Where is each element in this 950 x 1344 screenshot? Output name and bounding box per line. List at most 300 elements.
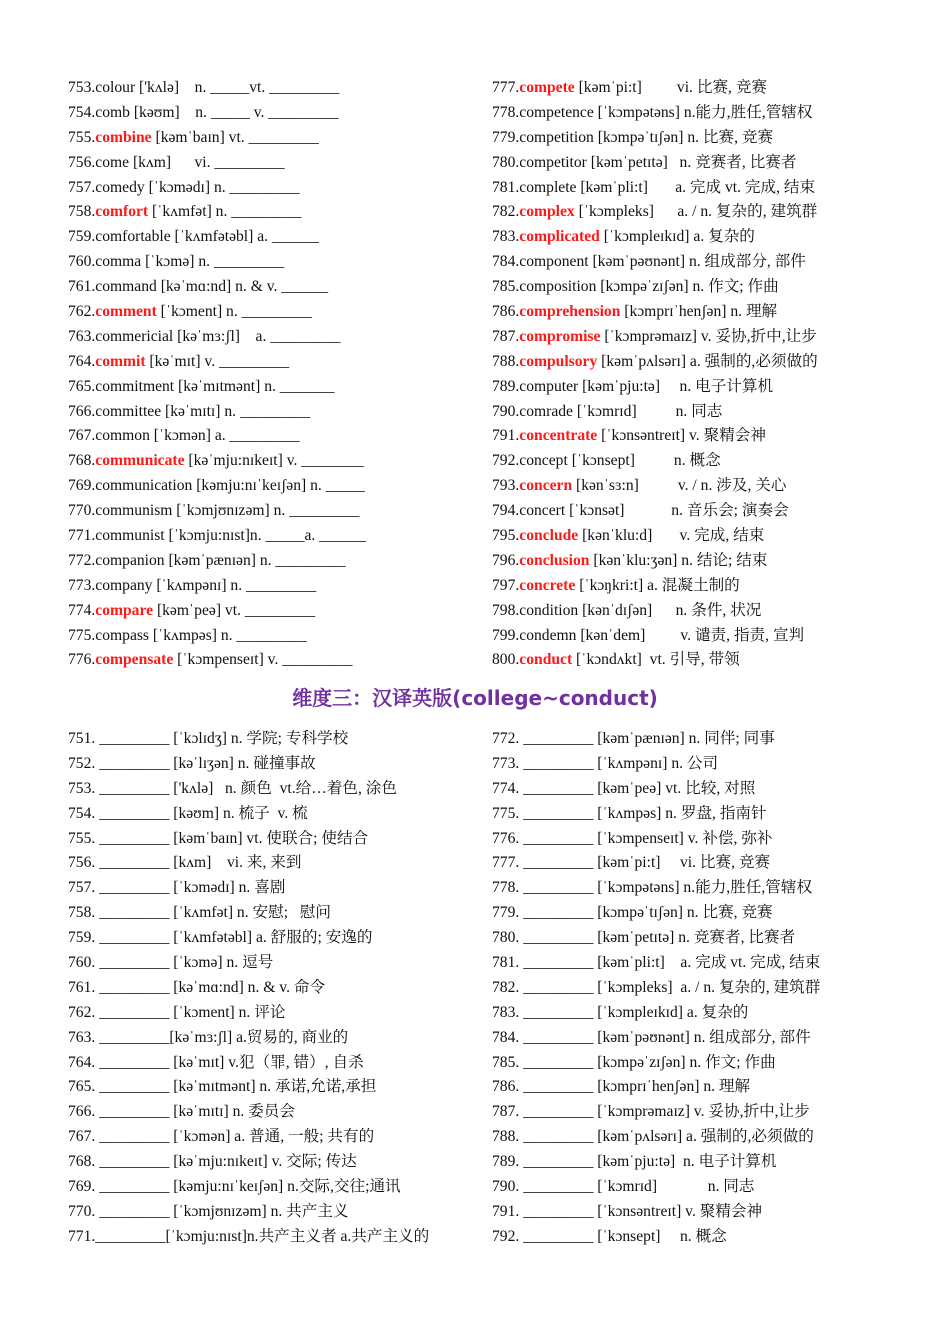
entry-blank-and-definition: _________ [ˈkʌmfətəbl] a. 舒服的; 安逸的 xyxy=(95,929,373,947)
vocab-entry xyxy=(492,449,912,474)
word: company xyxy=(95,576,153,594)
word: compass xyxy=(95,626,149,644)
entry-number: 758. xyxy=(68,203,96,221)
entry-number: 754. xyxy=(68,804,96,822)
highlighted-word: compensate xyxy=(95,651,174,669)
entry-blank-and-definition: _________ [ˈkɔmprəmaɪz] v. 妥协,折中,让步 xyxy=(519,1103,810,1121)
entry-blank-and-definition: _________ [ˈkʌmfət] n. 安慰; 慰问 xyxy=(95,904,331,922)
highlighted-word: concentrate xyxy=(519,427,598,445)
highlighted-word: comfort xyxy=(95,203,149,221)
entry-number: 783. xyxy=(492,228,520,246)
entry-number: 775. xyxy=(68,626,96,644)
entry-blank-and-definition: _________ [ˈkɔmpleks] a. / n. 复杂的, 建筑群 xyxy=(519,978,821,996)
entry-number: 785. xyxy=(492,278,520,296)
entry-number: 761. xyxy=(68,978,96,996)
entry-number: 785. xyxy=(492,1053,520,1071)
entry-blank-and-definition: _________ [kəʊm] n. 梳子 v. 梳 xyxy=(95,804,308,822)
translation-entry xyxy=(68,1200,488,1225)
translation-entry xyxy=(68,752,488,777)
word: comfortable xyxy=(95,228,171,246)
entry-number: 782. xyxy=(492,203,520,221)
vocab-entry xyxy=(68,126,488,151)
vocab-entry xyxy=(68,350,488,375)
highlighted-word: compare xyxy=(95,601,154,619)
word: competence xyxy=(519,103,594,121)
word: communism xyxy=(95,502,173,520)
entry-number: 787. xyxy=(492,327,520,345)
vocab-entry xyxy=(492,275,912,300)
entry-number: 751. xyxy=(68,730,96,747)
entry-definition: [kəmˈpli:t] a. 完成 vt. 完成, 结束 xyxy=(576,178,816,196)
entry-definition: [kəˈmɑ:nd] n. & v. ______ xyxy=(156,278,329,296)
highlighted-word: concrete xyxy=(519,576,576,594)
entry-blank-and-definition: _________ [ˈkɔmən] a. 普通, 一般; 共有的 xyxy=(95,1128,375,1146)
entry-blank-and-definition: _________ [kəmˈpəʊnənt] n. 组成部分, 部件 xyxy=(519,1028,811,1046)
entry-number: 780. xyxy=(492,929,520,947)
entry-definition: [kəmˈpeə] vt. _________ xyxy=(153,601,316,619)
vocab-entry xyxy=(68,449,488,474)
entry-definition: [ˈkɔŋkri:t] a. 混凝土制的 xyxy=(575,576,740,594)
word: condition xyxy=(519,601,579,619)
entry-number: 767. xyxy=(68,1128,96,1146)
entry-definition: [ˈkɔmpətəns] n.能力,胜任,管辖权 xyxy=(593,103,813,121)
entry-blank-and-definition: _________ [kəˈmju:nɪkeɪt] v. 交际; 传达 xyxy=(95,1153,357,1171)
entry-number: 786. xyxy=(492,1078,520,1096)
entry-definition: [kəʊm] n. _____ v. _________ xyxy=(129,103,339,121)
translation-entry xyxy=(492,1150,912,1175)
entry-blank-and-definition: _________ [kəmˈpju:tə] n. 电子计算机 xyxy=(519,1153,777,1171)
word: comedy xyxy=(95,178,145,196)
entry-number: 784. xyxy=(492,1028,520,1046)
highlighted-word: complicated xyxy=(519,228,600,246)
entry-number: 769. xyxy=(68,477,96,495)
word: comma xyxy=(95,253,142,271)
vocab-entry xyxy=(492,151,912,176)
vocab-entry xyxy=(492,474,912,499)
entry-definition: [kɔmprɪˈhenʃən] n. 理解 xyxy=(620,303,778,321)
vocab-entry xyxy=(492,648,912,673)
entry-number: 772. xyxy=(68,551,96,569)
entry-number: 757. xyxy=(68,178,96,196)
entry-definition: [ˈkʌmfət] n. _________ xyxy=(148,203,302,221)
word: concert xyxy=(519,502,566,520)
entry-definition: [ˈkɔnsət] n. 音乐会; 演奏会 xyxy=(565,502,789,520)
entry-number: 777. xyxy=(492,854,520,872)
vocab-entry xyxy=(492,300,912,325)
vocab-entry xyxy=(68,76,488,101)
entry-number: 791. xyxy=(492,427,520,445)
entry-number: 770. xyxy=(68,502,96,520)
word: complete xyxy=(519,178,577,196)
highlighted-word: complex xyxy=(519,203,575,221)
translation-entry xyxy=(492,1175,912,1200)
entry-number: 792. xyxy=(492,452,520,470)
vocab-entry xyxy=(68,200,488,225)
entry-definition: [ˈkɔmədɪ] n. _________ xyxy=(144,178,300,196)
vocab-entry xyxy=(492,325,912,350)
translation-entry xyxy=(68,727,488,752)
entry-number: 795. xyxy=(492,527,520,545)
entry-definition: [kəˈmɪtmənt] n. _______ xyxy=(174,377,335,395)
entry-definition: [ˈkɔment] n. _________ xyxy=(156,303,312,321)
word: colour xyxy=(95,79,136,96)
vocab-entry xyxy=(68,524,488,549)
translation-entry xyxy=(68,1051,488,1076)
entry-definition: [kəˈmɪt] v. _________ xyxy=(145,352,290,370)
entry-number: 782. xyxy=(492,978,520,996)
highlighted-word: compete xyxy=(519,79,575,96)
entry-number: 787. xyxy=(492,1103,520,1121)
entry-number: 755. xyxy=(68,128,96,146)
vocab-entry xyxy=(492,225,912,250)
entry-blank-and-definition: _________ ['kʌlə] n. 颜色 vt.给…着色, 涂色 xyxy=(95,779,397,797)
vocab-entry xyxy=(68,325,488,350)
translation-entry xyxy=(492,777,912,802)
entry-blank-and-definition: _________ [kəmˈpʌlsərɪ] a. 强制的,必须做的 xyxy=(519,1128,814,1146)
vocab-entry xyxy=(492,424,912,449)
translation-entry xyxy=(68,1125,488,1150)
entry-blank-and-definition: _________ [kəmju:nɪˈkeɪʃən] n.交际,交往;通讯 xyxy=(95,1178,401,1196)
translation-entry xyxy=(68,1150,488,1175)
translation-entry xyxy=(68,827,488,852)
vocab-entry xyxy=(492,76,912,101)
entry-blank-and-definition: _________ [kəmˈbaɪn] vt. 使联合; 使结合 xyxy=(95,829,369,847)
entry-blank-and-definition: _________ [kɔmprɪˈhenʃən] n. 理解 xyxy=(519,1078,751,1096)
word: come xyxy=(95,153,130,171)
entry-number: 799. xyxy=(492,626,520,644)
entry-number: 780. xyxy=(492,153,520,171)
vocab-entry xyxy=(68,250,488,275)
entry-number: 762. xyxy=(68,303,96,321)
word: concept xyxy=(519,452,568,470)
entry-number: 788. xyxy=(492,352,520,370)
translation-entry xyxy=(492,926,912,951)
translation-entry xyxy=(492,1100,912,1125)
entry-number: 792. xyxy=(492,1227,520,1245)
entry-blank-and-definition: _________ [kəˈlɪʒən] n. 碰撞事故 xyxy=(95,754,316,772)
translation-entry xyxy=(492,976,912,1001)
entry-definition: [kəˈmɪtɪ] n. _________ xyxy=(161,402,311,420)
translation-entry xyxy=(68,1225,488,1250)
word: condemn xyxy=(519,626,577,644)
entry-number: 763. xyxy=(68,327,96,345)
translation-entry xyxy=(492,802,912,827)
entry-number: 754. xyxy=(68,103,96,121)
entry-number: 763. xyxy=(68,1028,96,1046)
entry-number: 767. xyxy=(68,427,96,445)
entry-number: 771. xyxy=(68,1227,96,1245)
translation-entry xyxy=(68,851,488,876)
entry-blank-and-definition: _________ [kəmˈpetɪtə] n. 竞赛者, 比赛者 xyxy=(519,929,796,947)
entry-definition: [kəmˈpetɪtə] n. 竞赛者, 比赛者 xyxy=(586,153,797,171)
vocab-entry xyxy=(492,250,912,275)
entry-blank-and-definition: _________ [ˈkɔmpətəns] n.能力,胜任,管辖权 xyxy=(519,879,813,897)
entry-number: 775. xyxy=(492,804,520,822)
entry-number: 766. xyxy=(68,1103,96,1121)
entry-number: 791. xyxy=(492,1202,520,1220)
entry-blank-and-definition: _________ [ˈkɔmə] n. 逗号 xyxy=(95,954,274,972)
highlighted-word: commit xyxy=(95,352,146,370)
entry-number: 764. xyxy=(68,1053,96,1071)
vocab-entry xyxy=(68,424,488,449)
entry-number: 777. xyxy=(492,79,520,96)
translation-entry xyxy=(492,1200,912,1225)
translation-entry xyxy=(68,1175,488,1200)
entry-definition: [kənˈklu:d] v. 完成, 结束 xyxy=(578,527,765,545)
word: commitment xyxy=(95,377,175,395)
highlighted-word: conclude xyxy=(519,527,579,545)
translation-entry xyxy=(68,876,488,901)
translation-entry xyxy=(68,951,488,976)
entry-definition: [kənˈdem] v. 谴责, 指责, 宣判 xyxy=(576,626,805,644)
highlighted-word: combine xyxy=(95,128,152,146)
entry-number: 793. xyxy=(492,477,520,495)
vocab-entry xyxy=(492,350,912,375)
entry-number: 758. xyxy=(68,904,96,922)
entry-number: 779. xyxy=(492,128,520,146)
translation-entry xyxy=(492,727,912,752)
vocab-entry xyxy=(68,275,488,300)
entry-number: 752. xyxy=(68,754,96,772)
entry-blank-and-definition: _________ [kəˈmɪt] v.犯（罪, 错）, 自杀 xyxy=(95,1053,364,1071)
vocab-entry xyxy=(492,499,912,524)
vocab-entry xyxy=(492,599,912,624)
entry-definition: [kənˈklu:ʒən] n. 结论; 结束 xyxy=(589,551,768,569)
entry-number: 760. xyxy=(68,954,96,972)
entry-number: 753. xyxy=(68,779,96,797)
entry-blank-and-definition: _________[kəˈmɜ:ʃl] a.贸易的, 商业的 xyxy=(95,1028,349,1046)
entry-blank-and-definition: _________ [kɔmpəˈzɪʃən] n. 作文; 作曲 xyxy=(519,1053,776,1071)
entry-number: 770. xyxy=(68,1202,96,1220)
entry-definition: [ˈkʌmfətəbl] a. ______ xyxy=(170,228,319,246)
entry-definition: [kəmˈpʌlsərɪ] a. 强制的,必须做的 xyxy=(597,352,818,370)
entry-blank-and-definition: _________ [ˈkɔlɪdʒ] n. 学院; 专科学校 xyxy=(95,730,349,747)
highlighted-word: compulsory xyxy=(519,352,598,370)
word: communist xyxy=(95,527,165,545)
entry-definition: [ˈkɔnsəntreɪt] v. 聚精会神 xyxy=(597,427,766,445)
entry-blank-and-definition: _________ [kəˈmɪtmənt] n. 承诺,允诺,承担 xyxy=(95,1078,377,1096)
entry-number: 768. xyxy=(68,1153,96,1171)
entry-number: 768. xyxy=(68,452,96,470)
entry-blank-and-definition: _________ [ˈkɔmədɪ] n. 喜剧 xyxy=(95,879,286,897)
entry-blank-and-definition: _________ [kɔmpəˈtɪʃən] n. 比赛, 竞赛 xyxy=(519,904,773,922)
word: common xyxy=(95,427,150,445)
word: communication xyxy=(95,477,193,495)
translation-entry xyxy=(492,752,912,777)
entry-definition: ['kʌlə] n. _____vt. _________ xyxy=(135,79,340,96)
entry-number: 797. xyxy=(492,576,520,594)
translation-entry xyxy=(68,1026,488,1051)
translation-entry xyxy=(68,976,488,1001)
word: command xyxy=(95,278,157,296)
entry-definition: [kəmˈpi:t] vi. 比赛, 竞赛 xyxy=(574,79,768,96)
word: committee xyxy=(95,402,162,420)
entry-definition: [ˈkɔmprəmaɪz] v. 妥协,折中,让步 xyxy=(600,327,817,345)
entry-definition: [kəmˈbaɪn] vt. _________ xyxy=(151,128,319,146)
vocab-entry xyxy=(492,126,912,151)
entry-definition: [ˈkɔmpleɪkɪd] a. 复杂的 xyxy=(599,228,755,246)
entry-blank-and-definition: _________[ˈkɔmju:nɪst]n.共产主义者 a.共产主义的 xyxy=(95,1227,430,1245)
translation-entry xyxy=(68,802,488,827)
entry-number: 756. xyxy=(68,854,96,872)
entry-blank-and-definition: _________ [ˈkɔmpenseɪt] v. 补偿, 弥补 xyxy=(519,829,773,847)
vocab-entry xyxy=(68,549,488,574)
entry-definition: [ˈkɔmpleks] a. / n. 复杂的, 建筑群 xyxy=(574,203,818,221)
entry-blank-and-definition: _________ [ˈkʌmpənɪ] n. 公司 xyxy=(519,754,719,772)
entry-number: 779. xyxy=(492,904,520,922)
entry-definition: [ˈkʌmpənɪ] n. _________ xyxy=(152,576,317,594)
entry-number: 778. xyxy=(492,103,520,121)
translation-entry xyxy=(492,1026,912,1051)
translation-entry xyxy=(492,876,912,901)
translation-entry xyxy=(492,1075,912,1100)
vocab-entry xyxy=(492,176,912,201)
vocab-entry xyxy=(68,375,488,400)
word: composition xyxy=(519,278,597,296)
vocab-entry xyxy=(492,524,912,549)
entry-blank-and-definition: _________ [kəmˈpi:t] vi. 比赛, 竞赛 xyxy=(519,854,771,872)
entry-blank-and-definition: _________ [kəmˈpænɪən] n. 同伴; 同事 xyxy=(519,730,775,747)
translation-entry xyxy=(68,777,488,802)
translation-entry xyxy=(492,901,912,926)
entry-number: 766. xyxy=(68,402,96,420)
vocab-entry xyxy=(68,101,488,126)
entry-definition: [ˈkɔndʌkt] vt. 引导, 带领 xyxy=(572,651,740,669)
entry-number: 776. xyxy=(68,651,96,669)
entry-definition: [kənˈsɜ:n] v. / n. 涉及, 关心 xyxy=(572,477,787,495)
entry-number: 760. xyxy=(68,253,96,271)
entry-definition: [ˈkɔmən] a. _________ xyxy=(149,427,300,445)
entry-definition: [kəmju:nɪˈkeɪʃən] n. _____ xyxy=(192,477,365,495)
entry-blank-and-definition: _________ [ˈkʌmpəs] n. 罗盘, 指南针 xyxy=(519,804,767,822)
entry-definition: [ˈkɔmpenseɪt] v. _________ xyxy=(173,651,353,669)
chinese-to-english-right-column xyxy=(492,727,912,1250)
vocab-entry xyxy=(492,400,912,425)
entry-definition: [kʌm] vi. _________ xyxy=(129,153,285,171)
entry-blank-and-definition: _________ [ˈkɔmpleɪkɪd] a. 复杂的 xyxy=(519,1003,749,1021)
entry-number: 789. xyxy=(492,1153,520,1171)
translation-entry xyxy=(492,1125,912,1150)
vocab-entry xyxy=(492,200,912,225)
highlighted-word: concern xyxy=(519,477,573,495)
entry-number: 789. xyxy=(492,377,520,395)
entry-blank-and-definition: _________ [kəˈmɑ:nd] n. & v. 命令 xyxy=(95,978,326,996)
entry-number: 759. xyxy=(68,228,96,246)
highlighted-word: conclusion xyxy=(519,551,590,569)
translation-entry xyxy=(68,901,488,926)
english-to-chinese-left-column xyxy=(68,76,488,673)
vocab-entry xyxy=(68,225,488,250)
entry-number: 778. xyxy=(492,879,520,897)
vocab-entry xyxy=(68,624,488,649)
entry-blank-and-definition: _________ [kəmˈpli:t] a. 完成 vt. 完成, 结束 xyxy=(519,954,821,972)
vocab-entry xyxy=(492,101,912,126)
word: companion xyxy=(95,551,165,569)
translation-entry xyxy=(68,1001,488,1026)
vocab-entry xyxy=(68,151,488,176)
entry-number: 765. xyxy=(68,377,96,395)
entry-number: 761. xyxy=(68,278,96,296)
entry-number: 776. xyxy=(492,829,520,847)
highlighted-word: conduct xyxy=(519,651,573,669)
translation-entry xyxy=(492,1051,912,1076)
vocab-entry xyxy=(68,300,488,325)
entry-number: 781. xyxy=(492,178,520,196)
vocab-entry xyxy=(68,574,488,599)
word: competition xyxy=(519,128,594,146)
highlighted-word: compromise xyxy=(519,327,601,345)
entry-number: 796. xyxy=(492,551,520,569)
entry-number: 759. xyxy=(68,929,96,947)
entry-definition: [kɔmpəˈtɪʃən] n. 比赛, 竞赛 xyxy=(593,128,774,146)
translation-entry xyxy=(68,926,488,951)
entry-blank-and-definition: _________ [ˈkɔment] n. 评论 xyxy=(95,1003,286,1021)
entry-definition: [ˈkɔmə] n. _________ xyxy=(141,253,285,271)
vocab-entry xyxy=(68,400,488,425)
entry-number: 786. xyxy=(492,303,520,321)
entry-definition: [kəmˈpju:tə] n. 电子计算机 xyxy=(578,377,774,395)
word: computer xyxy=(519,377,579,395)
entry-definition: [ˈkɔmrɪd] n. 同志 xyxy=(572,402,723,420)
entry-number: 762. xyxy=(68,1003,96,1021)
translation-entry xyxy=(492,851,912,876)
entry-number: 783. xyxy=(492,1003,520,1021)
entry-number: 794. xyxy=(492,502,520,520)
word: component xyxy=(519,253,589,271)
entry-blank-and-definition: _________ [ˈkɔmjʊnɪzəm] n. 共产主义 xyxy=(95,1202,349,1220)
translation-entry xyxy=(492,1225,912,1250)
word: competitor xyxy=(519,153,587,171)
vocab-entry xyxy=(68,474,488,499)
entry-blank-and-definition: _________ [ˈkɔmrɪd] n. 同志 xyxy=(519,1178,755,1196)
english-to-chinese-right-column xyxy=(492,76,912,673)
entry-definition: [kəˈmju:nɪkeɪt] v. ________ xyxy=(184,452,364,470)
entry-blank-and-definition: _________ [ˈkɔnsəntreɪt] v. 聚精会神 xyxy=(519,1202,763,1220)
vocab-entry xyxy=(492,549,912,574)
chinese-to-english-left-column xyxy=(68,727,488,1250)
entry-number: 773. xyxy=(68,576,96,594)
entry-number: 755. xyxy=(68,829,96,847)
vocab-entry xyxy=(68,176,488,201)
entry-number: 798. xyxy=(492,601,520,619)
vocab-entry xyxy=(68,499,488,524)
vocab-entry xyxy=(68,648,488,673)
entry-number: 764. xyxy=(68,352,96,370)
entry-number: 756. xyxy=(68,153,96,171)
entry-number: 771. xyxy=(68,527,96,545)
entry-number: 757. xyxy=(68,879,96,897)
entry-number: 784. xyxy=(492,253,520,271)
entry-number: 769. xyxy=(68,1178,96,1196)
entry-number: 781. xyxy=(492,954,520,972)
entry-number: 774. xyxy=(68,601,96,619)
entry-number: 772. xyxy=(492,730,520,747)
entry-number: 788. xyxy=(492,1128,520,1146)
entry-definition: [kəˈmɜ:ʃl] a. _________ xyxy=(173,327,341,345)
entry-definition: [ˈkʌmpəs] n. _________ xyxy=(149,626,307,644)
translation-entry xyxy=(68,1100,488,1125)
entry-blank-and-definition: _________ [ˈkɔnsept] n. 概念 xyxy=(519,1227,727,1245)
entry-definition: [ˈkɔmju:nɪst]n. _____a. ______ xyxy=(164,527,367,545)
highlighted-word: comprehension xyxy=(519,303,621,321)
entry-blank-and-definition: _________ [kʌm] vi. 来, 来到 xyxy=(95,854,302,872)
word: comrade xyxy=(519,402,573,420)
entry-definition: [kɔmpəˈzɪʃən] n. 作文; 作曲 xyxy=(596,278,779,296)
translation-entry xyxy=(492,1001,912,1026)
entry-number: 773. xyxy=(492,754,520,772)
entry-blank-and-definition: _________ [kəˈmɪtɪ] n. 委员会 xyxy=(95,1103,295,1121)
word: commericial xyxy=(95,327,174,345)
